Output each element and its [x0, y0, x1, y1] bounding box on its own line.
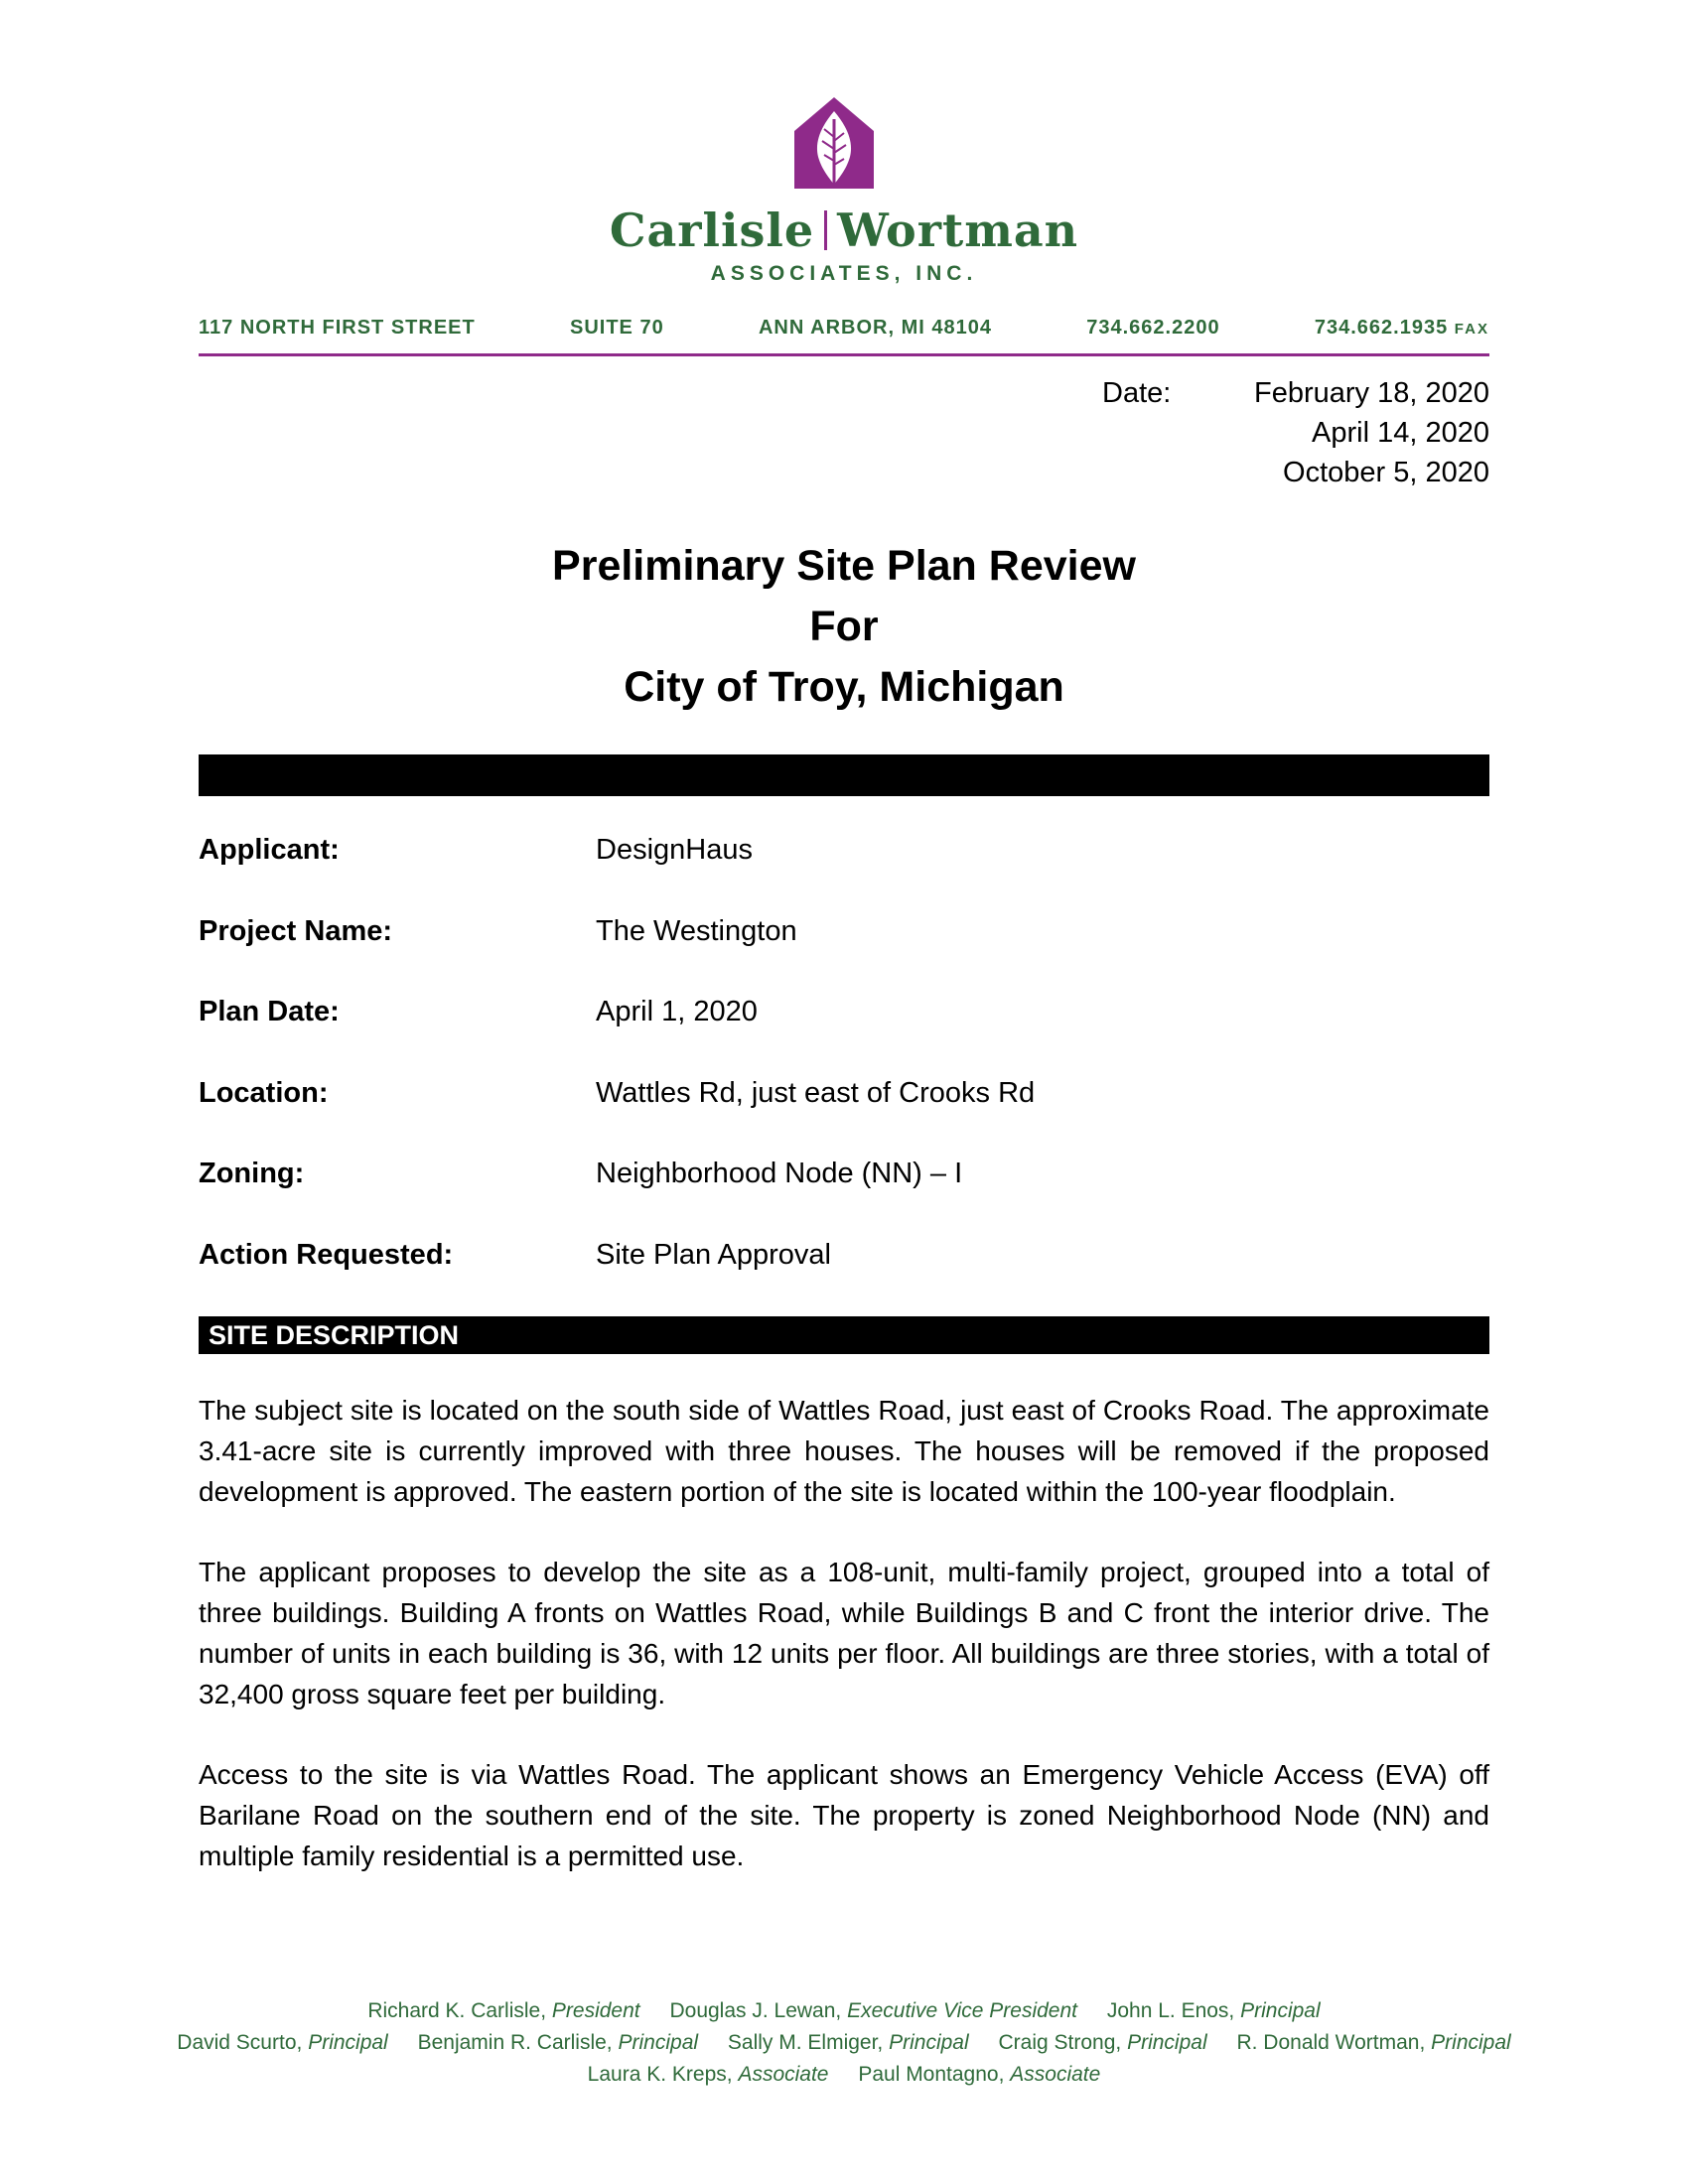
footer-person: [728, 2031, 969, 2054]
person-name: Sally M. Elmiger,: [727, 2031, 884, 2054]
staff-footer: [0, 1995, 1688, 2091]
footer-line: [0, 2027, 1688, 2059]
address-fax: 734.662.1935: [1314, 316, 1449, 339]
title-divider-bar: [199, 754, 1489, 796]
address-phone: 734.662.2200: [1086, 316, 1220, 339]
address-suite: SUITE 70: [570, 316, 664, 339]
person-title: Associate: [738, 2063, 829, 2086]
person-title: Principal: [308, 2031, 388, 2054]
firm-name-left: Carlisle: [609, 204, 815, 257]
field-label: Zoning:: [199, 1158, 305, 1189]
footer-line: [0, 2059, 1688, 2091]
field-label: Applicant:: [199, 834, 340, 866]
title-line: Preliminary Site Plan Review: [552, 542, 1136, 590]
letterhead-divider: [199, 353, 1489, 356]
person-title: Executive Vice President: [847, 1999, 1077, 2022]
footer-person: [858, 2063, 1100, 2086]
info-row-zoning: [199, 1158, 1489, 1239]
footer-person: [1107, 1999, 1321, 2022]
person-name: Douglas J. Lewan,: [669, 1999, 842, 2022]
footer-person: [588, 2063, 829, 2086]
field-label: Project Name:: [199, 914, 393, 947]
person-name: Richard K. Carlisle,: [367, 1999, 547, 2022]
date-value: February 18, 2020: [1254, 377, 1489, 409]
person-name: Craig Strong,: [998, 2031, 1122, 2054]
person-name: David Scurto,: [177, 2031, 303, 2054]
footer-line: [0, 1995, 1688, 2027]
document-title: [0, 536, 1688, 718]
field-value: April 1, 2020: [596, 996, 758, 1027]
field-label: Plan Date:: [199, 996, 340, 1027]
field-value: Wattles Rd, just east of Crooks Rd: [596, 1076, 1036, 1109]
firm-logo-icon: [794, 97, 874, 189]
person-title: Principal: [618, 2031, 699, 2054]
footer-person: [1236, 2031, 1510, 2054]
address-street: 117 NORTH FIRST STREET: [199, 316, 476, 339]
person-title: President: [551, 1999, 640, 2022]
field-value: Neighborhood Node (NN) – I: [596, 1158, 963, 1189]
field-value: Site Plan Approval: [596, 1238, 831, 1271]
date-value: October 5, 2020: [1283, 457, 1489, 488]
address-fax-label: FAX: [1454, 320, 1489, 338]
person-title: Associate: [1010, 2063, 1101, 2086]
section-heading: SITE DESCRIPTION: [199, 1316, 1489, 1354]
person-name: Benjamin R. Carlisle,: [417, 2031, 613, 2054]
field-value: DesignHaus: [596, 834, 753, 866]
person-title: Principal: [1240, 1999, 1321, 2022]
address-bar: [199, 312, 1489, 343]
person-name: R. Donald Wortman,: [1236, 2031, 1426, 2054]
firm-subtitle: ASSOCIATES, INC.: [710, 262, 978, 285]
field-label: Location:: [199, 1076, 329, 1109]
info-row-applicant: [199, 834, 1489, 915]
body-paragraph: Access to the site is via Wattles Road. The applicant shows an Emergency Vehicle Access (EVA) off Barilane Road on the southern end of the site. The property is zoned Neighborhood Node (NN) and multiple family residential is a permitted use.: [199, 1759, 1489, 1871]
body-paragraph: The subject site is located on the south side of Wattles Road, just east of Crooks Road. The approximate 3.41-acre site is currently improved with three houses. The houses will be removed if the proposed development is approved. The eastern portion of the site is located within the 100-year floodplain.: [199, 1395, 1489, 1507]
footer-person: [669, 1999, 1077, 2022]
date-label: Date:: [1102, 377, 1172, 409]
field-label: Action Requested:: [199, 1238, 454, 1271]
person-name: Paul Montagno,: [858, 2063, 1005, 2086]
site-description-body: [199, 1390, 1489, 1916]
footer-person: [367, 1999, 639, 2022]
address-fax-group: [1315, 317, 1489, 340]
info-row-action-requested: [199, 1239, 1489, 1320]
person-title: Principal: [1431, 2031, 1511, 2054]
date-value: April 14, 2020: [1312, 417, 1489, 449]
date-values: [1254, 373, 1489, 492]
person-title: Principal: [1127, 2031, 1207, 2054]
title-line: For: [809, 603, 879, 650]
footer-person: [418, 2031, 698, 2054]
title-line: City of Troy, Michigan: [624, 663, 1064, 711]
info-row-plan-date: [199, 996, 1489, 1077]
address-city: ANN ARBOR, MI 48104: [758, 316, 992, 339]
person-name: John L. Enos,: [1106, 1999, 1235, 2022]
project-info-table: [199, 834, 1489, 1319]
info-row-project-name: [199, 915, 1489, 997]
firm-name-divider: [824, 210, 827, 250]
footer-person: [999, 2031, 1207, 2054]
info-row-location: [199, 1077, 1489, 1159]
firm-name-right: Wortman: [837, 204, 1079, 257]
field-value: The Westington: [596, 914, 797, 947]
body-paragraph: The applicant proposes to develop the site as a 108-unit, multi-family project, grouped into a total of three buildings. Building A fronts on Wattles Road, while Buildings B and C front the interior drive. The number of units in each building is 36, with 12 units per floor. All buildings are three stories, with a total of 32,400 gross square feet per building.: [199, 1557, 1489, 1709]
person-name: Laura K. Kreps,: [587, 2063, 733, 2086]
firm-name: [0, 204, 1688, 257]
footer-person: [177, 2031, 387, 2054]
person-title: Principal: [889, 2031, 969, 2054]
